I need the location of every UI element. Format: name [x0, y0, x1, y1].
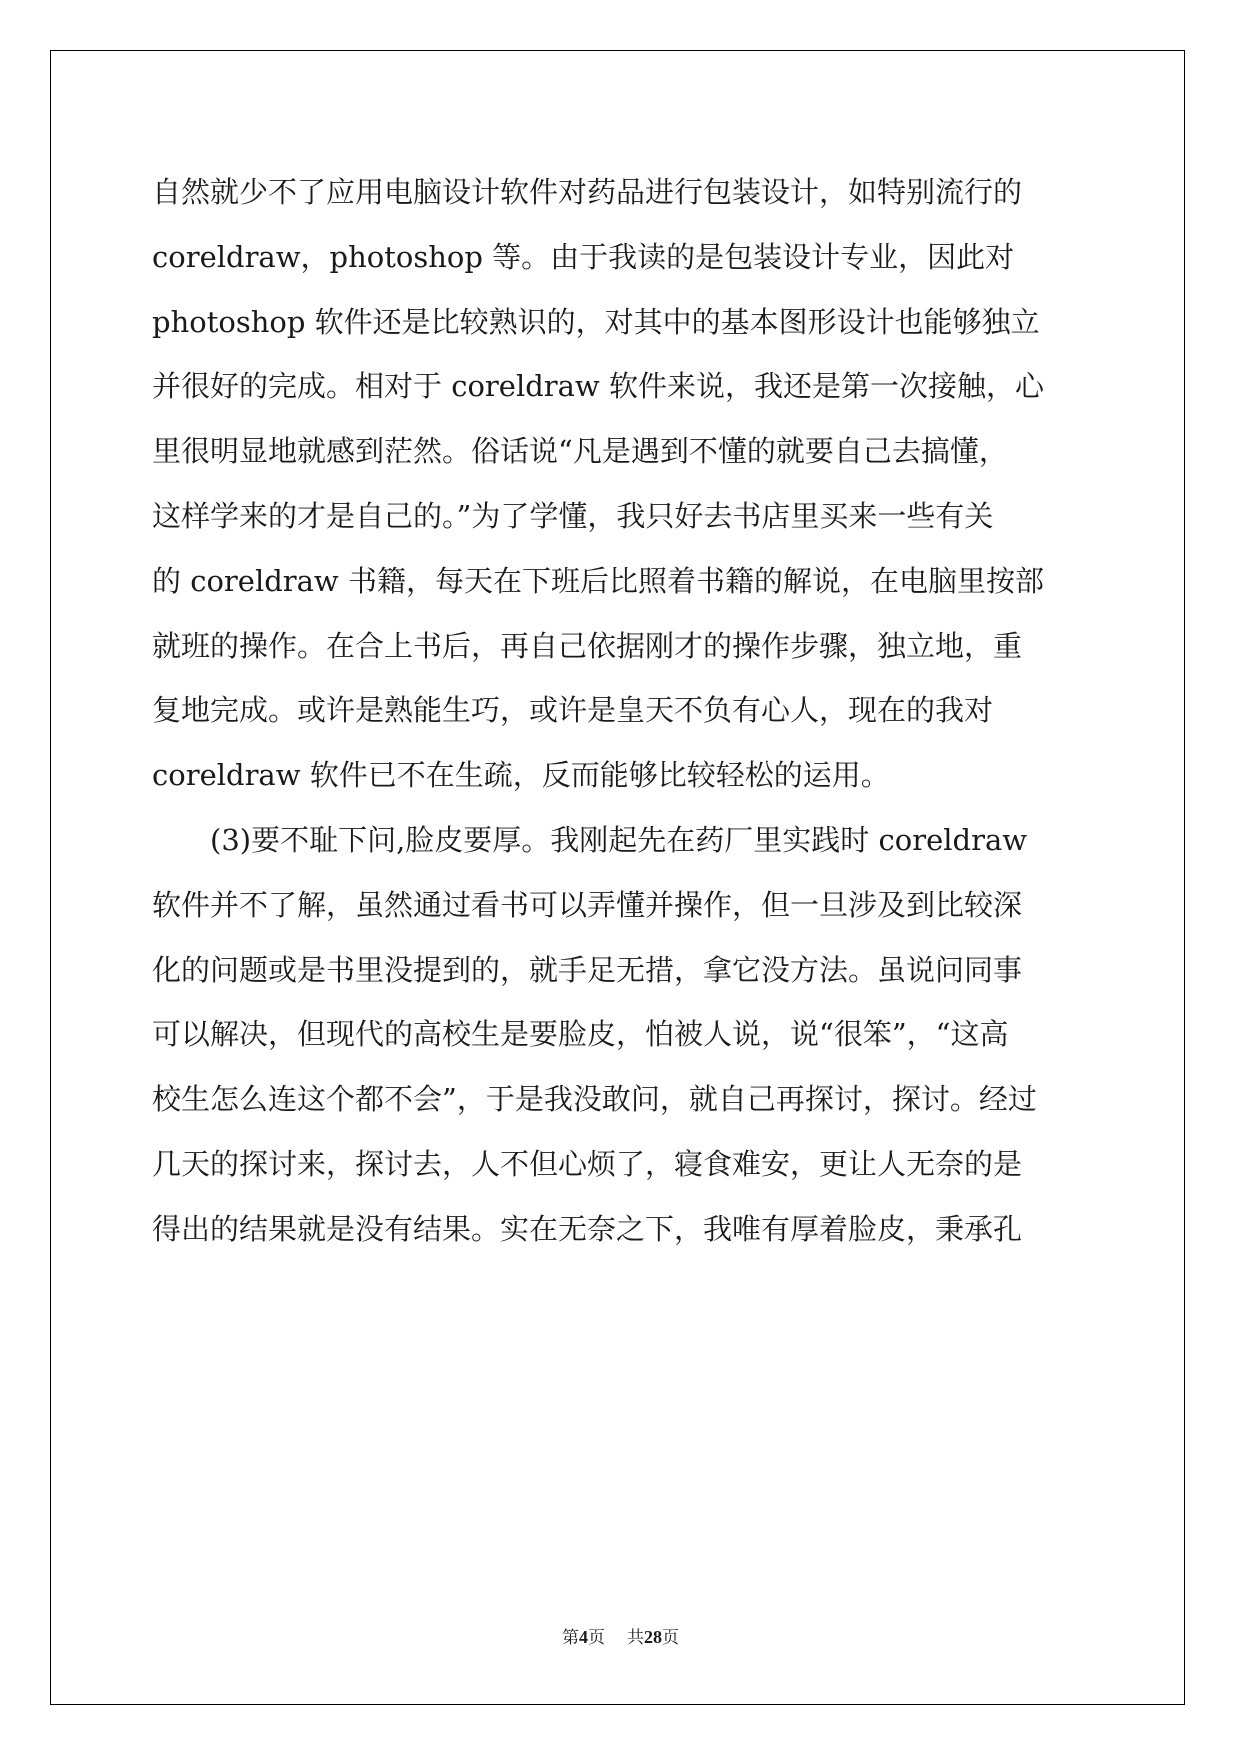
text-line: 里很明显地就感到茫然。俗话说“凡是遇到不懂的就要自己去搞懂，	[152, 434, 1008, 469]
text-line: coreldraw 软件已不在生疏，反而能够比较轻松的运用。	[152, 758, 890, 793]
page-number: 4	[579, 1627, 588, 1647]
text-line: coreldraw，photoshop 等。由于我读的是包装设计专业，因此对	[152, 239, 1015, 274]
text-line: 可以解决，但现代的高校生是要脸皮，怕被人说，说“很笨”，“这高	[152, 1017, 1009, 1052]
text-line: 就班的操作。在合上书后，再自己依据刚才的操作步骤，独立地，重	[152, 628, 1023, 663]
text-line: 这样学来的才是自己的。”为了学懂，我只好去书店里买来一些有关	[152, 498, 994, 533]
page-prefix: 第	[562, 1628, 579, 1648]
page-footer	[0, 1623, 1241, 1648]
text-line: 几天的探讨来，探讨去，人不但心烦了，寝食难安，更让人无奈的是	[152, 1146, 1023, 1181]
text-line: 校生怎么连这个都不会”，于是我没敢问，就自己再探讨，探讨。经过	[152, 1082, 1037, 1117]
text-line: 并很好的完成。相对于 coreldraw 软件来说，我还是第一次接触，心	[152, 369, 1044, 404]
total-prefix: 共	[627, 1628, 644, 1648]
total-pages: 28	[644, 1627, 662, 1647]
text-line: 的 coreldraw 书籍，每天在下班后比照着书籍的解说，在电脑里按部	[152, 563, 1044, 598]
text-line: (3)要不耻下问,脸皮要厚。我刚起先在药厂里实践时 coreldraw	[210, 822, 1028, 857]
page-suffix: 页	[588, 1628, 605, 1648]
text-line: 自然就少不了应用电脑设计软件对药品进行包装设计，如特别流行的	[152, 175, 1023, 209]
text-line: 化的问题或是书里没提到的，就手足无措，拿它没方法。虽说问同事	[152, 952, 1023, 987]
text-line: photoshop 软件还是比较熟识的，对其中的基本图形设计也能够独立	[152, 304, 1040, 339]
text-line: 得出的结果就是没有结果。实在无奈之下，我唯有厚着脸皮，秉承孔	[152, 1211, 1023, 1246]
document-body	[152, 160, 1092, 1262]
text-line: 复地完成。或许是熟能生巧，或许是皇天不负有心人，现在的我对	[152, 693, 994, 728]
text-line: 软件并不了解，虽然通过看书可以弄懂并操作，但一旦涉及到比较深	[152, 887, 1023, 922]
total-suffix: 页	[662, 1628, 679, 1648]
